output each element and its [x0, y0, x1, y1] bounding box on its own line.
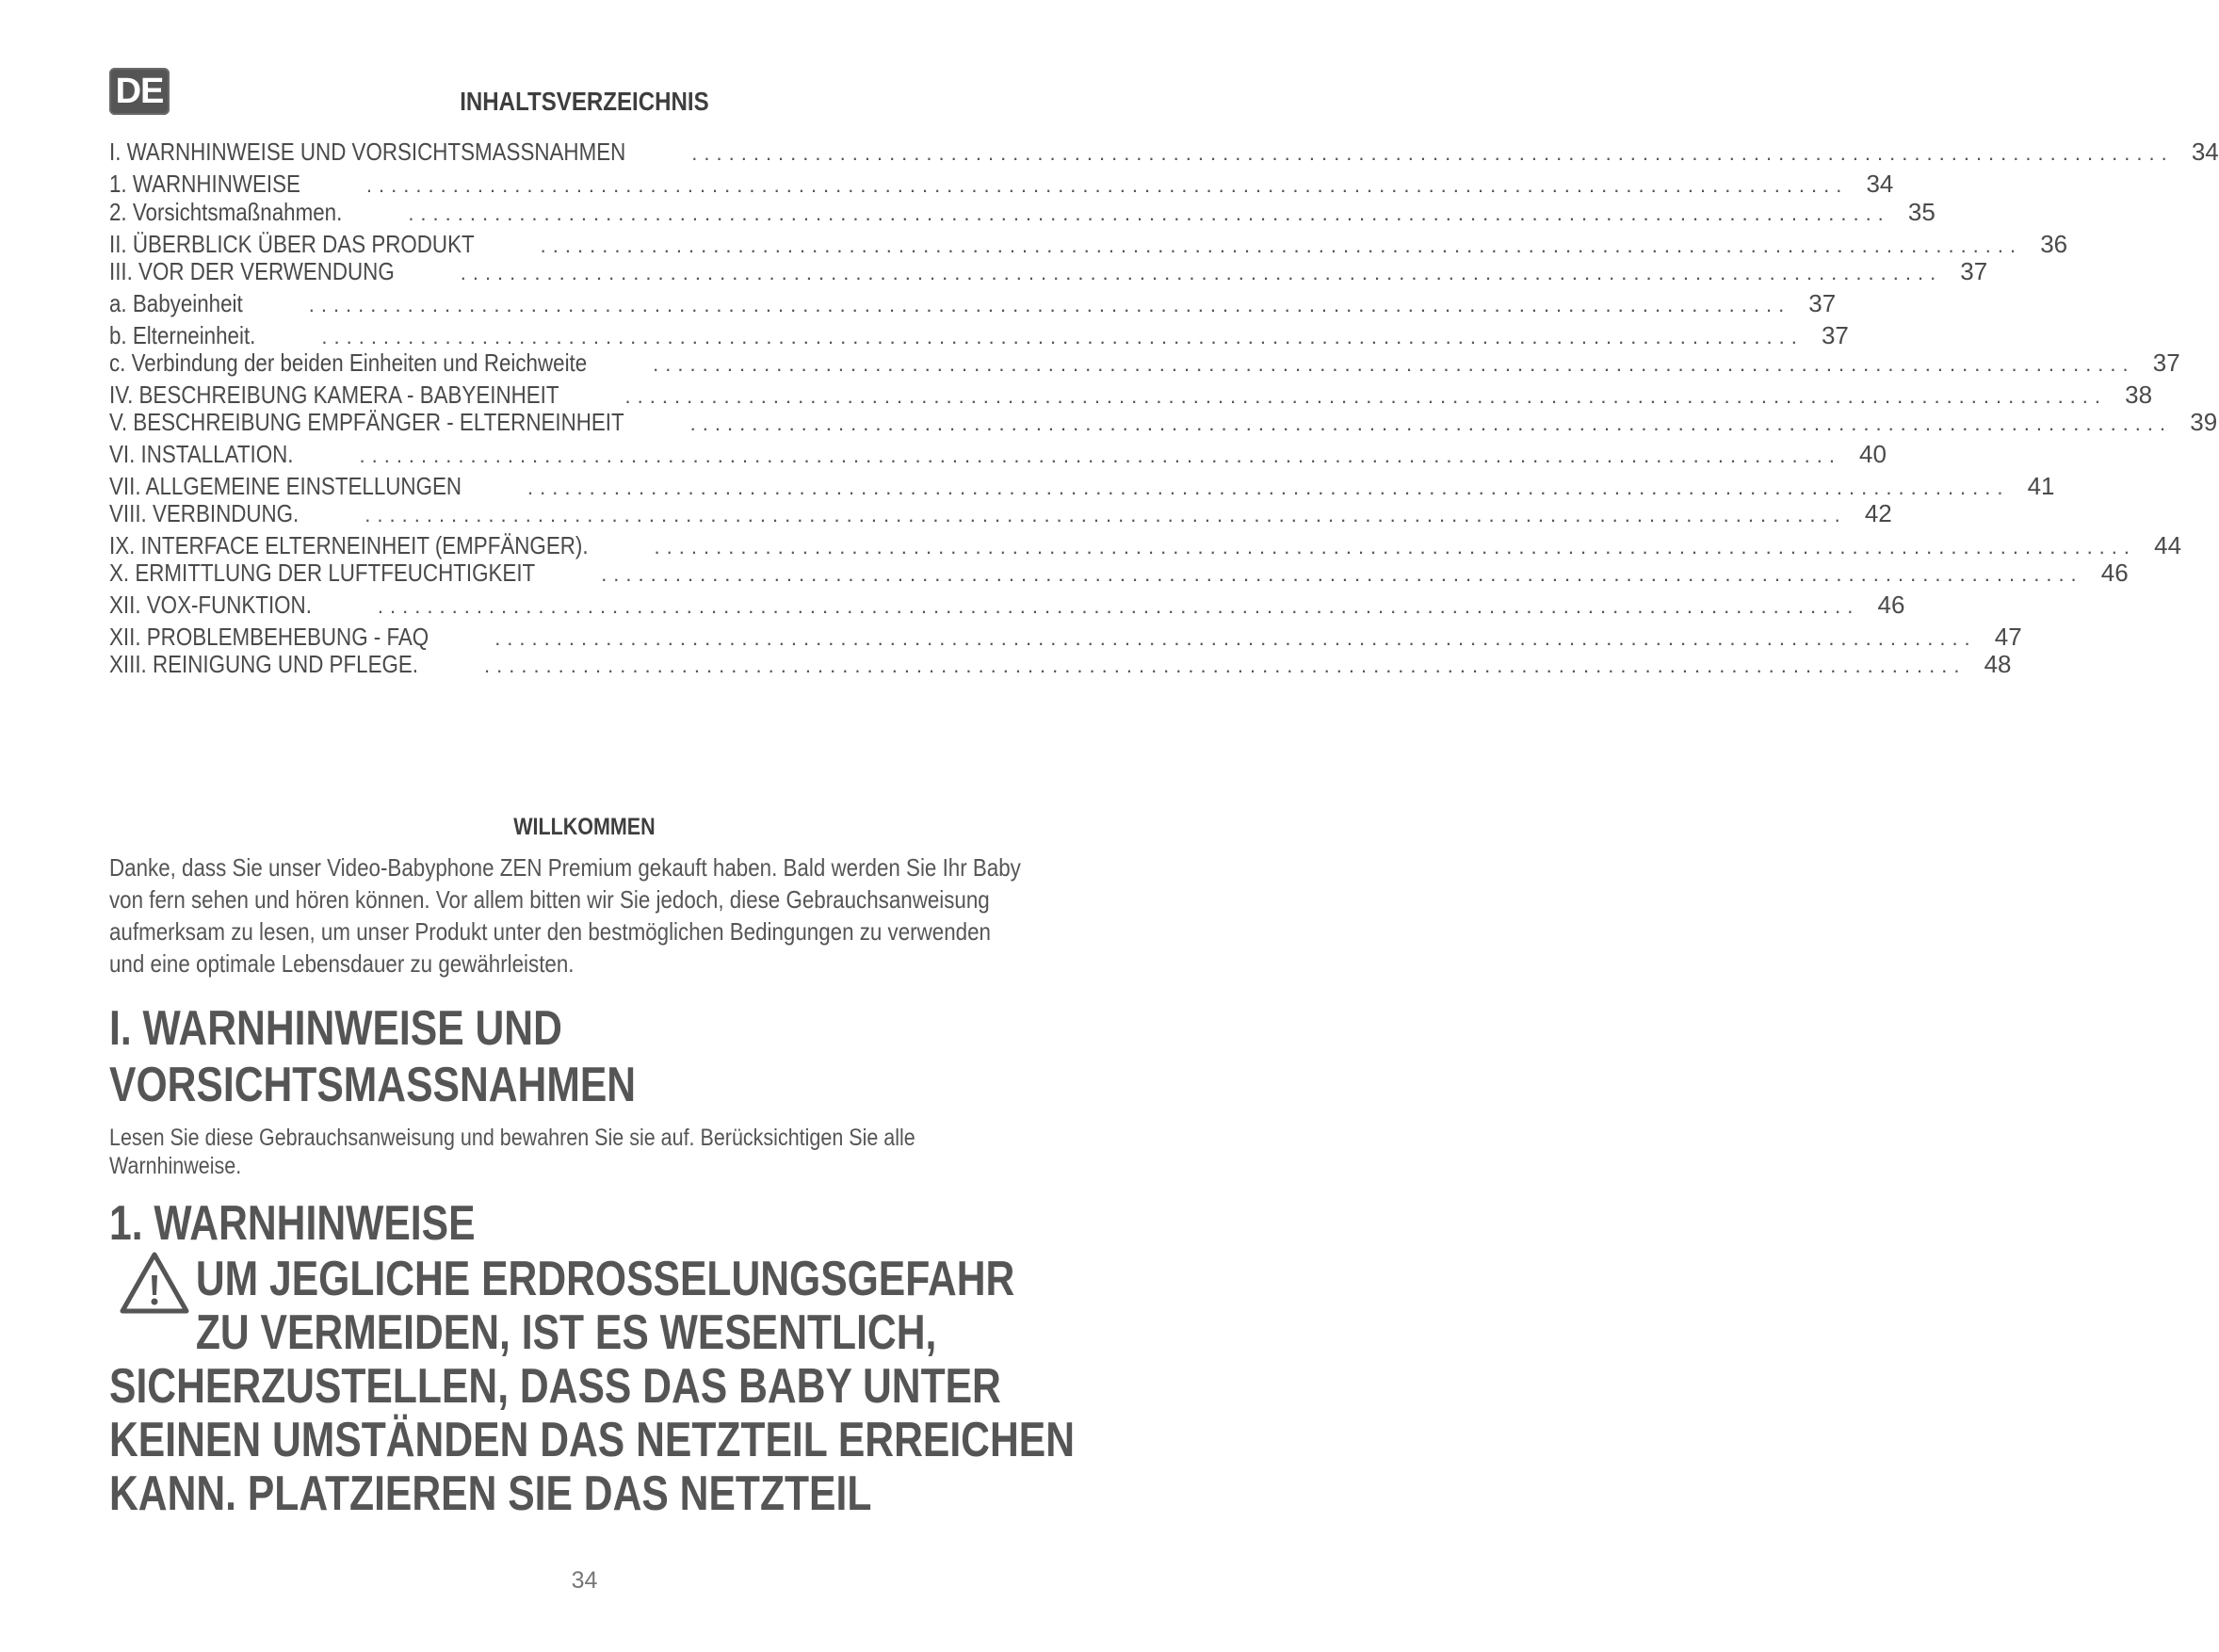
toc-entry	[109, 650, 2012, 679]
toc-entry-page: 38	[2125, 381, 2153, 409]
subsection-heading: 1. WARNHINWEISE	[109, 1196, 476, 1251]
toc-entry-page: 44	[2154, 531, 2182, 559]
toc-leader-dots: ........................................................................................................................	[527, 476, 2010, 499]
toc-entry	[109, 230, 2068, 259]
toc-entry-page: 41	[2027, 472, 2055, 500]
toc-leader-dots: ........................................................................................................................	[654, 535, 2137, 559]
toc-entry	[109, 440, 1887, 469]
toc-entry-page: 47	[1994, 623, 2022, 651]
section-heading-line: VORSICHTSMASSNAHMEN	[109, 1058, 637, 1112]
toc-entry	[109, 198, 1936, 227]
toc-leader-dots: ........................................................................................................................	[377, 594, 1860, 618]
toc-entry-label: b. Elterneinheit.	[109, 321, 256, 349]
toc-entry	[109, 408, 2218, 437]
toc-entry-label: X. ERMITTLUNG DER LUFTFEUCHTIGKEIT	[109, 559, 536, 587]
toc-leader-dots: ........................................................................................................................	[365, 173, 1849, 197]
toc-entry-label: VII. ALLGEMEINE EINSTELLUNGEN	[109, 472, 462, 500]
toc-entry-page: 34	[1866, 170, 1894, 198]
toc-entry	[109, 559, 2129, 588]
toc-entry-label: II. ÜBERBLICK ÜBER DAS PRODUKT	[109, 230, 475, 258]
toc-entry-page: 36	[2040, 230, 2068, 258]
toc-entry	[109, 321, 1849, 350]
toc-entry	[109, 472, 2055, 501]
toc-leader-dots: ........................................................................................................................	[308, 293, 1791, 316]
toc-leader-dots: ........................................................................................................................	[689, 412, 2173, 435]
toc-leader-dots: ........................................................................................................................	[624, 384, 2108, 408]
toc-entry-label: IX. INTERFACE ELTERNEINHEIT (EMPFÄNGER).	[109, 531, 589, 559]
toc-entry-page: 40	[1859, 440, 1887, 468]
toc-entry-label: XII. VOX-FUNKTION.	[109, 591, 312, 619]
toc-entry	[109, 170, 1894, 199]
toc-entry	[109, 531, 2182, 560]
warning-line: ZU VERMEIDEN, IST ES WESENTLICH,	[195, 1305, 937, 1360]
toc-entry-page: 37	[1960, 257, 1988, 285]
toc-entry-label: V. BESCHREIBUNG EMPFÄNGER - ELTERNEINHEIT	[109, 408, 624, 436]
toc-entry-label: c. Verbindung der beiden Einheiten und Reichweite	[109, 348, 588, 377]
toc-entry	[109, 257, 1988, 286]
toc-leader-dots: ........................................................................................................................	[653, 352, 2135, 376]
welcome-line: Danke, dass Sie unser Video-Babyphone ZEN Premium gekauft haben. Bald werden Sie Ihr Baby	[109, 853, 1021, 882]
toc-entry	[109, 381, 2153, 410]
toc-entry	[109, 289, 1837, 318]
section-intro-line: Warnhinweise.	[109, 1153, 242, 1179]
toc-leader-dots: ........................................................................................................................	[359, 444, 1841, 467]
toc-entry-label: 1. WARNHINWEISE	[109, 170, 300, 198]
toc-entry-label: XII. PROBLEMBEHEBUNG - FAQ	[109, 623, 429, 651]
warning-text	[109, 1253, 1082, 1521]
warning-line: KEINEN UMSTÄNDEN DAS NETZTEIL ERREICHEN	[109, 1413, 1076, 1467]
toc-entry-page: 42	[1864, 499, 1892, 527]
page-number: 34	[571, 1567, 598, 1594]
warning-line: SICHERZUSTELLEN, DASS DAS BABY UNTER	[109, 1359, 1001, 1414]
section-intro	[109, 1124, 1065, 1180]
toc-leader-dots: ........................................................................................................................	[540, 234, 2023, 257]
toc-entry	[109, 499, 1892, 528]
section-heading-line: I. WARNHINWEISE UND	[109, 1001, 562, 1056]
language-badge: DE	[109, 68, 170, 115]
welcome-line: aufmerksam zu lesen, um unser Produkt unter den bestmöglichen Bedingungen zu verwenden	[109, 917, 991, 946]
toc-entry-page: 37	[1808, 289, 1837, 317]
toc-entry-label: VI. INSTALLATION.	[109, 440, 294, 468]
toc-leader-dots: ........................................................................................................................	[691, 141, 2174, 165]
toc-leader-dots: ........................................................................................................................	[321, 325, 1804, 348]
toc-entry-page: 37	[1821, 321, 1849, 349]
toc-leader-dots: ........................................................................................................................	[601, 562, 2083, 586]
welcome-paragraph	[109, 851, 1066, 980]
toc-entry-label: III. VOR DER VERWENDUNG	[109, 257, 395, 285]
toc-entry-label: XIII. REINIGUNG UND PFLEGE.	[109, 650, 419, 678]
welcome-title: WILLKOMMEN	[513, 814, 656, 840]
toc-leader-dots: ........................................................................................................................	[494, 626, 1977, 650]
section-intro-line: Lesen Sie diese Gebrauchsanweisung und bewahren Sie sie auf. Berücksichtigen Sie alle	[109, 1125, 915, 1151]
toc-leader-dots: ........................................................................................................................	[484, 654, 1967, 677]
section-heading	[109, 1000, 959, 1113]
toc-entry	[109, 623, 2022, 652]
toc-entry-page: 34	[2191, 138, 2219, 166]
toc-entry-label: a. Babyeinheit	[109, 289, 243, 317]
warning-line: KANN. PLATZIEREN SIE DAS NETZTEIL	[109, 1466, 872, 1521]
toc-entry	[109, 591, 1905, 620]
toc-entry-page: 48	[1984, 650, 2012, 678]
toc-entry-page: 37	[2152, 348, 2180, 377]
toc-entry-label: VIII. VERBINDUNG.	[109, 499, 300, 527]
toc-entry-page: 39	[2190, 408, 2218, 436]
warning-line: UM JEGLICHE ERDROSSELUNGSGEFAHR	[195, 1252, 1015, 1306]
toc-entry-label: IV. BESCHREIBUNG KAMERA - BABYEINHEIT	[109, 381, 559, 409]
toc-entry-label: 2. Vorsichtsmaßnahmen.	[109, 198, 343, 226]
toc-entry-page: 46	[2100, 559, 2129, 587]
toc-entry-page: 35	[1907, 198, 1936, 226]
toc-entry	[109, 348, 2180, 378]
welcome-line: von fern sehen und hören können. Vor allem bitten wir Sie jedoch, diese Gebrauchsanweisung	[109, 885, 990, 914]
toc-entry-page: 46	[1877, 591, 1905, 619]
toc-entry	[109, 138, 2219, 167]
toc-title: INHALTSVERZEICHNIS	[460, 87, 709, 116]
welcome-line: und eine optimale Lebensdauer zu gewährleisten.	[109, 949, 575, 978]
toc-leader-dots: ........................................................................................................................	[460, 261, 1943, 284]
toc-leader-dots: ........................................................................................................................	[364, 503, 1847, 526]
toc-entry-label: I. WARNHINWEISE UND VORSICHTSMASSNAHMEN	[109, 138, 626, 166]
toc-leader-dots: ........................................................................................................................	[408, 202, 1890, 225]
